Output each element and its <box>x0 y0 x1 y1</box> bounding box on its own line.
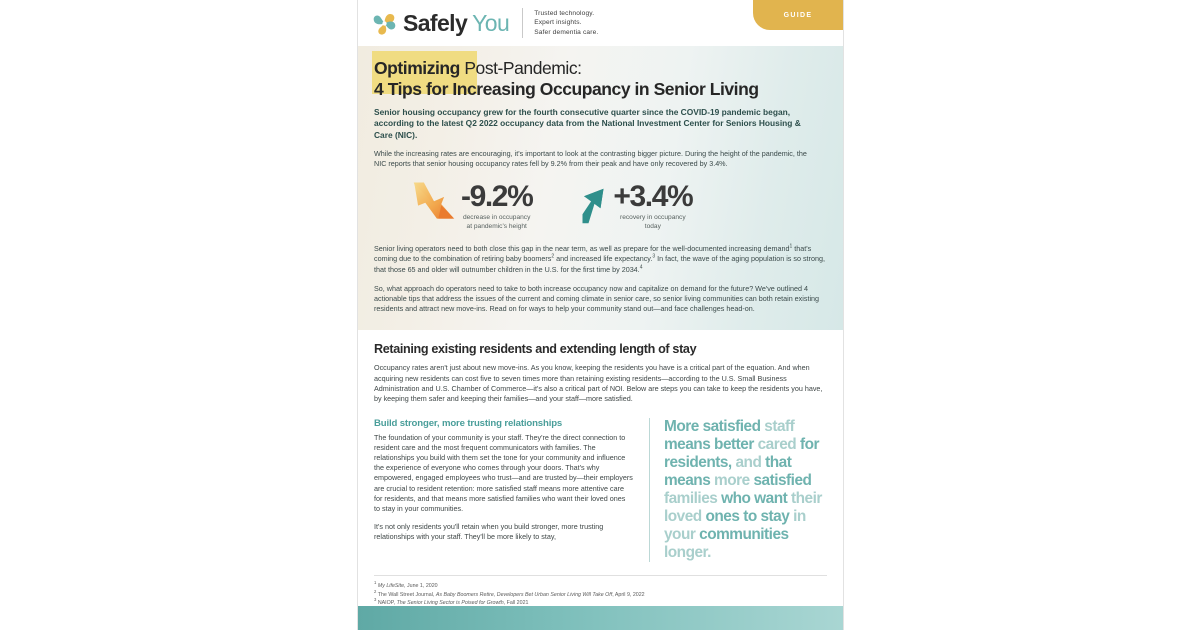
footnote-ref-2: 2 <box>551 253 555 260</box>
footnote-marker: 2 <box>374 589 377 595</box>
brand-wordmark <box>403 10 509 37</box>
pullquote-word: longer. <box>664 544 711 562</box>
hero-paragraph-1c: and increased life expectancy. <box>554 254 653 264</box>
page-header <box>358 0 843 46</box>
stat-recovery-caption-line1: recovery in occupancy <box>620 214 686 222</box>
tip-column <box>374 418 649 563</box>
tip-heading: Build stronger, more trusting relationships <box>374 417 563 429</box>
hero-intro-paragraph: While the increasing rates are encouraging, it's important to look at the contrasting bigger picture. During the height of the pandemic, the NIC reports that senior housing occupancy rates fell by 9.2% from their peak and have only recovered by 3.4%. <box>374 148 807 169</box>
pullquote-word: stay <box>760 507 790 525</box>
pullquote-column <box>650 418 827 563</box>
header-divider <box>522 8 523 38</box>
pullquote-word: more <box>714 471 750 489</box>
stat-decrease-text <box>461 181 532 231</box>
hero-paragraph-1a: Senior living operators need to both close this gap in the near term, as well as prepare for the well-documented increasing demand <box>374 244 790 254</box>
tagline-line-1: Trusted technology. <box>534 9 595 17</box>
hero-deck: Senior housing occupancy grew for the fourth consecutive quarter since the COVID-19 pandemic began, according to the latest Q2 2022 occupancy data from the National Investment Center for Seniors Housing & Care (NIC). <box>374 107 801 140</box>
hero-paragraph-2: So, what approach do operators need to take to both increase occupancy now and capitalize on demand for the future? We've outlined 4 actionable tips that address the issues of the current and coming climate in senior care, so senior living communities can both retain existing residents and attract new move-ins. Read on for ways to help your community stand out—and face challenges head-on. <box>374 283 820 314</box>
brand-tagline <box>534 9 598 37</box>
two-column-block <box>374 418 827 563</box>
stat-recovery-caption-line2: today <box>644 222 661 230</box>
statistics-row <box>374 181 827 231</box>
stat-decrease-caption-line1: decrease in occupancy <box>462 214 531 222</box>
pullquote <box>664 418 827 563</box>
pullquote-word: means <box>664 435 711 453</box>
pullquote-word: to <box>743 507 757 525</box>
safelyyou-logo-icon <box>371 10 398 37</box>
hero-section <box>358 46 843 330</box>
main-content <box>358 330 843 562</box>
pullquote-word: better <box>714 435 754 453</box>
pullquote-word: staff <box>764 417 795 435</box>
hero-paragraph-1 <box>374 244 827 275</box>
hero-paragraph-1d: In fact, the wave of the aging population is so strong, that those 65 and older will outnumber children in the U.S. for the first time by 2034. <box>374 254 825 274</box>
stat-recovery-text <box>613 181 692 231</box>
footnote-item: $^1$ My LifeSite, June 1, 2020 <box>374 580 438 590</box>
stat-decrease-caption <box>461 214 532 231</box>
guide-badge: GUIDE <box>753 0 843 30</box>
footnote-ref-1: 1 <box>789 243 793 250</box>
title-line-1-emphasis: Optimizing <box>374 58 460 78</box>
pullquote-word: satisfied <box>753 471 812 489</box>
section-heading: Retaining existing residents and extending length of stay <box>374 342 697 357</box>
pullquote-word: that <box>765 453 792 471</box>
footnote-source-title: The Senior Living Sector is Poised for Growth <box>396 600 504 607</box>
footnote-item: $^2$ The Wall Street Journal, As Baby Boomers Retire, Developers Bet Urban Senior Living Will Take Off, April 9, 2022 <box>374 589 645 598</box>
pullquote-word: families <box>664 489 718 507</box>
footnote-source-title: My LifeSite <box>377 583 405 590</box>
tagline-line-3: Safer dementia care. <box>534 28 599 36</box>
page-title <box>374 58 827 100</box>
section-body: Occupancy rates aren't just about new move-ins. As you know, keeping the residents you have is a critical part of the equation. And when acquiring new residents can cost five to seven times more than retaining existing residents—according to the U.S. Small Business Administration and U.S. Chamber of Commerce—it's also a critical part of NOI. Below are steps you can take to keep the residents you have, by keeping them safer and keeping their families—and your staff—more satisfied. <box>374 363 823 404</box>
pullquote-word: residents, <box>664 453 732 471</box>
footer-accent-bar <box>358 606 843 630</box>
stat-recovery <box>578 181 692 231</box>
footnote-item: $^3$ NAIOP, The Senior Living Sector is Poised for Growth, Fall 2021 <box>374 597 529 607</box>
footnote-marker: 3 <box>374 597 377 603</box>
pullquote-word: and <box>735 453 762 471</box>
pullquote-word: who <box>721 489 751 507</box>
tip-paragraph-1: The foundation of your community is your staff. They're the direct connection to resident care and the most frequent communicators with families. The relationships you build with them set the tone for your community and influence the experience of everyone who comes through your doors. That's why empowered, engaged employees who trust—and are trusted by—their employers are crucial to resident retention: more satisfied staff means more attentive care for residents, and that means more satisfied families who want their loved ones to stay in your communities. <box>374 432 633 513</box>
pullquote-word: ones <box>705 507 740 525</box>
stat-recovery-caption <box>613 214 692 231</box>
hero-paragraph-1b: that's coming due to the combination of retiring baby boomers <box>374 244 812 264</box>
title-line-1-rest: Post-Pandemic: <box>459 58 582 78</box>
footnote-source-title: As Baby Boomers Retire, Developers Bet Urban Senior Living Will Take Off <box>435 591 613 598</box>
stat-decrease <box>412 181 532 231</box>
footnote-ref-3: 3 <box>652 253 656 260</box>
pullquote-word: for <box>799 435 819 453</box>
pullquote-word: More <box>664 417 699 435</box>
footnote-ref-4: 4 <box>639 264 643 271</box>
tagline-line-2: Expert insights. <box>534 19 582 27</box>
pullquote-word: communities <box>699 526 789 544</box>
arrow-down-icon <box>412 181 456 223</box>
pullquote-word: their <box>791 489 822 507</box>
pullquote-word: cared <box>757 435 797 453</box>
pullquote-word: satisfied <box>702 417 761 435</box>
tip-paragraph-2: It's not only residents you'll retain when you build stronger, more trusting relationships with your staff. They'll be more likely to stay, <box>374 522 604 542</box>
pullquote-word: in <box>793 507 806 525</box>
brand-name-primary: Safely <box>403 9 468 36</box>
stat-recovery-value: +3.4% <box>613 180 693 214</box>
footnote-marker: 1 <box>374 580 377 586</box>
stat-decrease-caption-line2: at pandemic's height <box>466 222 527 230</box>
pullquote-word: your <box>664 526 696 544</box>
document-page <box>358 0 843 630</box>
pullquote-word: loved <box>664 507 702 525</box>
brand-name-secondary: You <box>472 9 510 36</box>
pullquote-word: means <box>664 471 711 489</box>
stat-decrease-value: -9.2% <box>461 180 533 214</box>
arrow-up-icon <box>578 187 608 229</box>
title-line-2: 4 Tips for Increasing Occupancy in Senior Living <box>374 79 759 99</box>
pullquote-word: want <box>754 489 788 507</box>
